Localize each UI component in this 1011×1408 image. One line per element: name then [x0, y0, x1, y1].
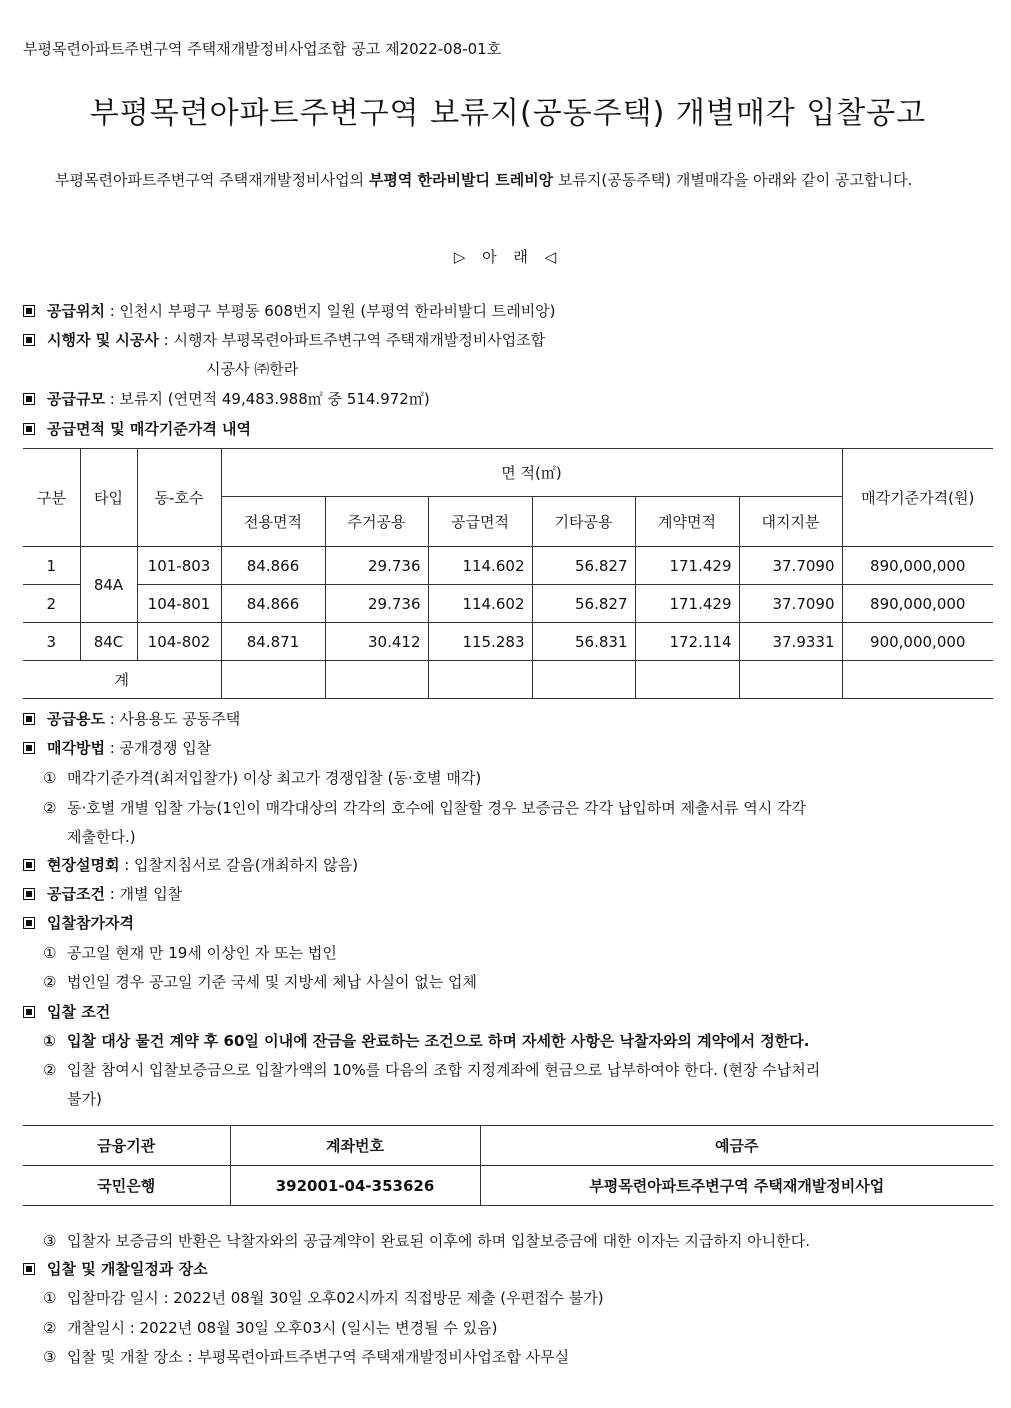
- section-method: [23, 738, 211, 758]
- method-sub-2: [43, 793, 993, 823]
- section-label: 공급조건: [47, 885, 105, 903]
- bid-terms-sub-2: [43, 1055, 993, 1085]
- bid-terms-sub-2-cont: 불가): [67, 1090, 102, 1108]
- circled-number: ①: [43, 1289, 57, 1307]
- circled-number: ②: [43, 1061, 57, 1079]
- table-row: [23, 585, 993, 623]
- operator-constructor-line: 시공사 ㈜한라: [206, 360, 299, 378]
- table-header-row: [23, 1126, 993, 1166]
- cell-supply: 114.602: [428, 585, 532, 623]
- cell-exclusive: 84.866: [221, 547, 325, 585]
- circled-number: ①: [43, 769, 57, 787]
- sub-text: 입찰 참여시 입찰보증금으로 입찰가액의 10%를 다음의 조합 지정계좌에 현금으로 납부하여야 한다. (현장 수납처리: [67, 1061, 821, 1079]
- cell-land: 37.7090: [739, 585, 842, 623]
- section-eligibility: [23, 913, 134, 933]
- intro-text-bold: 부평역 한라비발디 트레비앙: [368, 171, 554, 189]
- header-price: 매각기준가격(원): [842, 449, 993, 547]
- intro-paragraph: [23, 165, 993, 195]
- square-bullet-icon: [23, 859, 35, 871]
- square-bullet-icon: [23, 917, 35, 929]
- section-text: : 개별 입찰: [104, 885, 183, 903]
- sub-text: 입찰마감 일시 : 2022년 08월 30일 오후02시까지 직접방문 제출 (우편접수 불가): [67, 1289, 604, 1307]
- circled-number: ③: [43, 1348, 57, 1366]
- cell-contract: 171.429: [635, 585, 739, 623]
- square-bullet-icon: [23, 888, 35, 900]
- below-marker: ▷ 아 래 ◁: [453, 248, 563, 266]
- notice-reference-number: 부평목련아파트주변구역 주택재개발정비사업조합 공고 제2022-08-01호: [23, 40, 502, 58]
- schedule-sub-3: [43, 1342, 993, 1372]
- square-bullet-icon: [23, 742, 35, 754]
- header-holder: 예금주: [480, 1126, 993, 1166]
- header-other-common: 기타공용: [532, 497, 635, 547]
- cell-price: 900,000,000: [842, 623, 993, 661]
- circled-number: ①: [43, 944, 57, 962]
- section-label: 매각방법: [47, 739, 105, 757]
- section-text: : 공개경쟁 입찰: [104, 739, 212, 757]
- bid-terms-sub-3: [43, 1226, 993, 1256]
- sub-text: 동·호별 개별 입찰 가능(1인이 매각대상의 각각의 호수에 입찰할 경우 보증금은 각각 납입하며 제출서류 역시 각각: [67, 799, 806, 817]
- cell-residential-common: 29.736: [325, 585, 428, 623]
- header-supply: 공급면적: [428, 497, 532, 547]
- header-exclusive: 전용면적: [221, 497, 325, 547]
- header-land: 대지지분: [739, 497, 842, 547]
- square-bullet-icon: [23, 334, 35, 346]
- square-bullet-icon: [23, 423, 35, 435]
- square-bullet-icon: [23, 393, 35, 405]
- cell-empty: [739, 661, 842, 699]
- section-schedule: [23, 1259, 208, 1279]
- sub-text: 매각기준가격(최저입찰가) 이상 최고가 경쟁입찰 (동·호별 매각): [67, 769, 482, 787]
- section-label: 공급면적 및 매각기준가격 내역: [47, 420, 252, 438]
- intro-text-pre: 부평목련아파트주변구역 주택재개발정비사업의: [55, 171, 369, 189]
- section-text: : 보류지 (연면적 49,483.988㎡ 중 514.972㎡): [104, 390, 430, 408]
- section-text: : 사용용도 공동주택: [104, 710, 241, 728]
- section-scale: [23, 389, 430, 409]
- cell-empty: [635, 661, 739, 699]
- schedule-sub-1: [43, 1283, 993, 1313]
- cell-no: 1: [23, 547, 80, 585]
- cell-other-common: 56.827: [532, 585, 635, 623]
- header-area-group: 면 적(㎡): [221, 449, 842, 497]
- cell-empty: [325, 661, 428, 699]
- cell-holder: 부평목련아파트주변구역 주택재개발정비사업: [480, 1166, 993, 1206]
- cell-residential-common: 29.736: [325, 547, 428, 585]
- method-sub-1: [43, 763, 993, 793]
- page-title: 부평목련아파트주변구역 보류지(공동주택) 개별매각 입찰공고: [89, 96, 927, 131]
- table-row: [23, 1166, 993, 1206]
- section-text: : 인천시 부평구 부평동 608번지 일원 (부평역 한라비발디 트레비앙): [104, 302, 556, 320]
- cell-land: 37.7090: [739, 547, 842, 585]
- cell-empty: [842, 661, 993, 699]
- cell-supply: 115.283: [428, 623, 532, 661]
- cell-unit: 104-802: [137, 623, 221, 661]
- eligibility-sub-2: [43, 967, 993, 997]
- section-label: 입찰 및 개찰일정과 장소: [47, 1260, 208, 1278]
- cell-bank: 국민은행: [23, 1166, 230, 1206]
- section-label: 입찰 조건: [47, 1003, 111, 1021]
- cell-contract: 172.114: [635, 623, 739, 661]
- area-price-table: [23, 448, 993, 699]
- circled-number: ②: [43, 1319, 57, 1337]
- cell-type: 84C: [80, 623, 137, 661]
- sub-text: 공고일 현재 만 19세 이상인 자 또는 법인: [67, 944, 337, 962]
- cell-other-common: 56.827: [532, 547, 635, 585]
- square-bullet-icon: [23, 713, 35, 725]
- header-account: 계좌번호: [230, 1126, 480, 1166]
- sub-text: 입찰자 보증금의 반환은 낙찰자와의 공급계약이 완료된 이후에 하며 입찰보증금에 대한 이자는 지급하지 아니한다.: [67, 1232, 811, 1250]
- section-label: 시행자 및 시공사: [47, 331, 159, 349]
- cell-no: 3: [23, 623, 80, 661]
- square-bullet-icon: [23, 1263, 35, 1275]
- header-residential-common: 주거공용: [325, 497, 428, 547]
- circled-number: ①: [43, 1032, 56, 1050]
- cell-empty: [221, 661, 325, 699]
- cell-other-common: 56.831: [532, 623, 635, 661]
- schedule-sub-2: [43, 1313, 993, 1343]
- sub-text: 입찰 및 개찰 장소 : 부평목련아파트주변구역 주택재개발정비사업조합 사무실: [67, 1348, 570, 1366]
- section-label: 공급규모: [47, 390, 105, 408]
- cell-unit: 101-803: [137, 547, 221, 585]
- section-condition: [23, 884, 182, 904]
- sub-text: 입찰 대상 물건 계약 후 60일 이내에 잔금을 완료하는 조건으로 하며 자세한 사항은 낙찰자와의 계약에서 정한다.: [67, 1032, 810, 1050]
- section-briefing: [23, 855, 358, 875]
- cell-land: 37.9331: [739, 623, 842, 661]
- table-header-row: [23, 449, 993, 497]
- cell-price: 890,000,000: [842, 585, 993, 623]
- circled-number: ③: [43, 1232, 57, 1250]
- cell-type: 84A: [80, 547, 137, 623]
- section-text: : 입찰지침서로 갈음(개최하지 않음): [119, 856, 359, 874]
- section-text: : 시행자 부평목련아파트주변구역 주택재개발정비사업조합: [158, 331, 546, 349]
- square-bullet-icon: [23, 1006, 35, 1018]
- section-label: 공급위치: [47, 302, 105, 320]
- table-total-row: [23, 661, 993, 699]
- section-usage: [23, 709, 240, 729]
- table-row: [23, 623, 993, 661]
- cell-total-label: 계: [23, 661, 221, 699]
- header-contract: 계약면적: [635, 497, 739, 547]
- cell-exclusive: 84.871: [221, 623, 325, 661]
- section-operator: [23, 330, 545, 350]
- section-area-price: [23, 419, 251, 439]
- section-label: 현장설명회: [47, 856, 120, 874]
- cell-empty: [532, 661, 635, 699]
- sub-text: 개찰일시 : 2022년 08월 30일 오후03시 (일시는 변경될 수 있음): [67, 1319, 498, 1337]
- cell-account: 392001-04-353626: [230, 1166, 480, 1206]
- account-table: [23, 1125, 993, 1206]
- cell-contract: 171.429: [635, 547, 739, 585]
- cell-exclusive: 84.866: [221, 585, 325, 623]
- table-row: [23, 547, 993, 585]
- header-type: 타입: [80, 449, 137, 547]
- cell-residential-common: 30.412: [325, 623, 428, 661]
- cell-price: 890,000,000: [842, 547, 993, 585]
- bid-terms-sub-1: [43, 1026, 993, 1056]
- section-location: [23, 301, 556, 321]
- eligibility-sub-1: [43, 938, 993, 968]
- cell-no: 2: [23, 585, 80, 623]
- section-label: 입찰참가자격: [47, 914, 134, 932]
- cell-unit: 104-801: [137, 585, 221, 623]
- section-label: 공급용도: [47, 710, 105, 728]
- header-no: 구분: [23, 449, 80, 547]
- circled-number: ②: [43, 973, 57, 991]
- cell-empty: [428, 661, 532, 699]
- circled-number: ②: [43, 799, 57, 817]
- method-sub-2-cont: 제출한다.): [67, 828, 136, 846]
- intro-text-post: 보류지(공동주택) 개별매각을 아래와 같이 공고합니다.: [553, 171, 913, 189]
- square-bullet-icon: [23, 305, 35, 317]
- header-unit: 동-호수: [137, 449, 221, 547]
- cell-supply: 114.602: [428, 547, 532, 585]
- sub-text: 법인일 경우 공고일 기준 국세 및 지방세 체납 사실이 없는 업체: [67, 973, 477, 991]
- header-bank: 금융기관: [23, 1126, 230, 1166]
- section-bid-terms: [23, 1002, 110, 1022]
